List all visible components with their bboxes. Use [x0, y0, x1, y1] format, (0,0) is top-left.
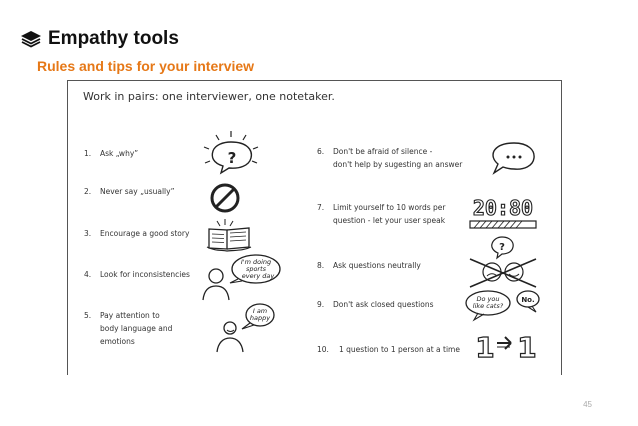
svg-text:?: ?: [499, 242, 505, 253]
one-left: 1: [475, 331, 495, 363]
speech-text: like cats?: [472, 302, 504, 310]
rule-number: 2.: [84, 187, 92, 196]
open-book-icon: [205, 217, 253, 253]
rule-text: emotions: [100, 337, 135, 346]
rule-number: 9.: [317, 300, 325, 309]
speech-text: sports: [245, 265, 267, 273]
person-happy-icon: [214, 302, 280, 360]
speech-text: I am: [252, 307, 268, 315]
speech-text: happy: [249, 314, 271, 322]
rule-text: Look for inconsistencies: [100, 270, 190, 279]
rule-text: Don't be afraid of silence -: [333, 147, 433, 156]
rule-text: Limit yourself to 10 words per: [333, 203, 446, 212]
speech-text: Do you: [476, 295, 500, 303]
rule-text: Ask „why”: [100, 149, 139, 158]
rule-text: question - let your user speak: [333, 216, 446, 225]
page-subtitle: Rules and tips for your interview: [37, 58, 255, 74]
page-number: 45: [583, 400, 592, 409]
title-row: [20, 28, 179, 50]
rule-number: 1.: [84, 149, 92, 158]
rule-text: Encourage a good story: [100, 229, 190, 238]
timer-readout: 20:80: [472, 196, 534, 220]
prohibition-sign-icon: [209, 182, 241, 214]
person-speech-icon: [198, 253, 284, 301]
rule-text: Never say „usually”: [100, 187, 175, 196]
rules-card: [67, 80, 562, 375]
silence-bubble-icon: [488, 139, 538, 177]
rule-text: Ask questions neutrally: [333, 261, 421, 270]
timer-icon: [466, 193, 540, 233]
rule-number: 6.: [317, 147, 325, 156]
rule-text: Don't ask closed questions: [333, 300, 434, 309]
rule-number: 7.: [317, 203, 325, 212]
one-right: 1: [517, 331, 537, 363]
rule-number: 3.: [84, 229, 92, 238]
rule-number: 8.: [317, 261, 325, 270]
rule-text: Pay attention to: [100, 311, 160, 320]
crossed-faces-icon: [466, 235, 540, 291]
rule-number: 10.: [317, 345, 329, 354]
speech-text: I'm doing: [240, 258, 272, 266]
question-bubble-icon: [201, 129, 261, 181]
speech-text: No.: [521, 296, 535, 304]
stack-layers-icon: [20, 30, 42, 48]
rule-number: 5.: [84, 311, 92, 320]
rule-text: 1 question to 1 person at a time: [339, 345, 460, 354]
one-to-one-icon: [473, 327, 543, 363]
svg-text:?: ?: [227, 149, 237, 167]
rule-text: don't help by sugesting an answer: [333, 160, 463, 169]
card-heading: Work in pairs: one interviewer, one notetaker.: [83, 90, 335, 103]
speech-text: every day: [241, 272, 275, 280]
closed-question-bubbles-icon: [462, 287, 544, 323]
rule-text: body language and: [100, 324, 173, 333]
page-title: Empathy tools: [48, 28, 179, 49]
rule-number: 4.: [84, 270, 92, 279]
